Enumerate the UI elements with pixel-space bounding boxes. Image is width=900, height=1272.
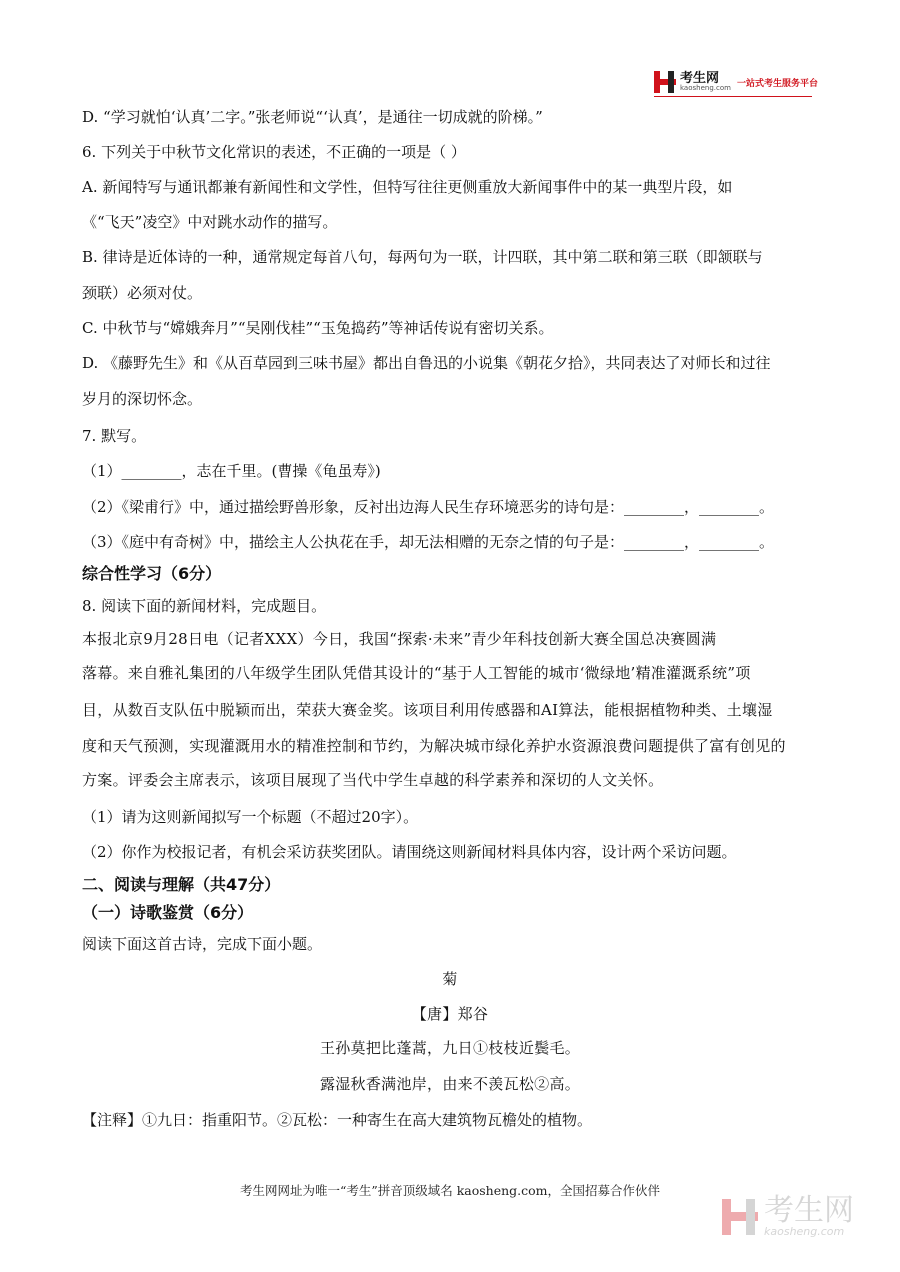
watermark-name: 考生网 <box>764 1193 854 1228</box>
question-7: 7. 默写。 <box>82 427 147 445</box>
section-heading-poetry: （一）诗歌鉴赏（6分） <box>82 903 254 922</box>
poem-line-2: 露湿秋香满池岸，由来不羡瓦松②高。 <box>319 1075 581 1093</box>
logo-slogan: 一站式考生服务平台 <box>736 78 818 89</box>
watermark-domain: kaosheng.com <box>764 1225 845 1238</box>
option-c: C. 中秋节与“嫦娥奔月”“吴刚伐桂”“玉兔捣药”等神话传说有密切关系。 <box>82 319 554 337</box>
option-d: D. 《藤野先生》和《从百草园到三味书屋》都出自鲁迅的小说集《朝花夕拾》，共同表达了对师长和过往 <box>82 354 771 372</box>
option-a: A. 新闻特写与通讯都兼有新闻性和文学性，但特写往往更侧重放大新闻事件中的某一典型片段，如 <box>82 178 733 196</box>
news-line-4: 度和天气预测，实现灌溉用水的精准控制和节约，为解决城市绿化养护水资源浪费问题提供了富有创见的 <box>82 737 786 755</box>
logo-domain: kaosheng.com <box>680 84 731 92</box>
option-d-prev: D. “学习就怕‘认真’二字。”张老师说“‘认真’，是通往一切成就的阶梯。” <box>82 108 543 126</box>
option-a-cont: 《“飞天”凌空》中对跳水动作的描写。 <box>82 213 338 231</box>
dictation-3: （3）《庭中有奇树》中，描绘主人公执花在手，却无法相赠的无奈之情的句子是：________，________。 <box>82 533 775 551</box>
option-b-cont: 颈联）必须对仗。 <box>82 284 203 302</box>
site-logo[interactable] <box>654 70 818 94</box>
poem-author: 【唐】郑谷 <box>411 1005 489 1023</box>
logo-mark-icon <box>654 71 676 93</box>
logo-name: 考生网 <box>680 71 720 86</box>
question-6: 6. 下列关于中秋节文化常识的表述，不正确的一项是（ ） <box>82 143 466 161</box>
watermark-logo <box>722 1193 854 1238</box>
news-line-3: 目，从数百支队伍中脱颖而出，荣获大赛金奖。该项目利用传感器和AI算法，能根据植物种类、土壤湿 <box>82 701 773 719</box>
news-line-1: 本报北京9月28日电（记者XXX）今日，我国“探索·未来”青少年科技创新大赛全国总决赛圆满 <box>82 630 717 648</box>
sub-question-1: （1）请为这则新闻拟写一个标题（不超过20字）。 <box>82 808 419 826</box>
sub-question-2: （2）你作为校报记者，有机会采访获奖团队。请围绕这则新闻材料具体内容，设计两个采访问题。 <box>82 843 737 861</box>
footer-text: 考生网网址为唯一“考生”拼音顶级域名 kaosheng.com，全国招募合作伙伴 <box>239 1183 661 1198</box>
poem-line-1: 王孙莫把比蓬蒿，九日①枝枝近鬓毛。 <box>319 1039 581 1057</box>
question-8: 8. 阅读下面的新闻材料，完成题目。 <box>82 597 327 615</box>
poetry-instruction: 阅读下面这首古诗，完成下面小题。 <box>82 935 323 953</box>
dictation-1: （1）________，志在千里。(曹操《龟虽寿》) <box>82 462 381 480</box>
section-heading-comprehensive: 综合性学习（6分） <box>82 564 222 583</box>
header-rule <box>654 96 812 97</box>
poem-title: 菊 <box>442 970 458 988</box>
option-b: B. 律诗是近体诗的一种，通常规定每首八句，每两句为一联，计四联，其中第二联和第三联（即颔联与 <box>82 248 763 266</box>
option-d-cont: 岁月的深切怀念。 <box>82 390 203 408</box>
dictation-2: （2）《梁甫行》中，通过描绘野兽形象，反衬出边海人民生存环境恶劣的诗句是：________，________。 <box>82 498 775 516</box>
poem-annotation: 【注释】①九日：指重阳节。②瓦松：一种寄生在高大建筑物瓦檐处的植物。 <box>82 1111 593 1129</box>
news-line-2: 落幕。来自雅礼集团的八年级学生团队凭借其设计的“基于人工智能的城市‘微绿地’精准灌溉系统”项 <box>82 664 751 682</box>
news-line-5: 方案。评委会主席表示，该项目展现了当代中学生卓越的科学素养和深切的人文关怀。 <box>82 771 664 789</box>
section-heading-reading: 二、阅读与理解（共47分） <box>82 875 281 894</box>
watermark-mark-icon <box>722 1199 758 1235</box>
